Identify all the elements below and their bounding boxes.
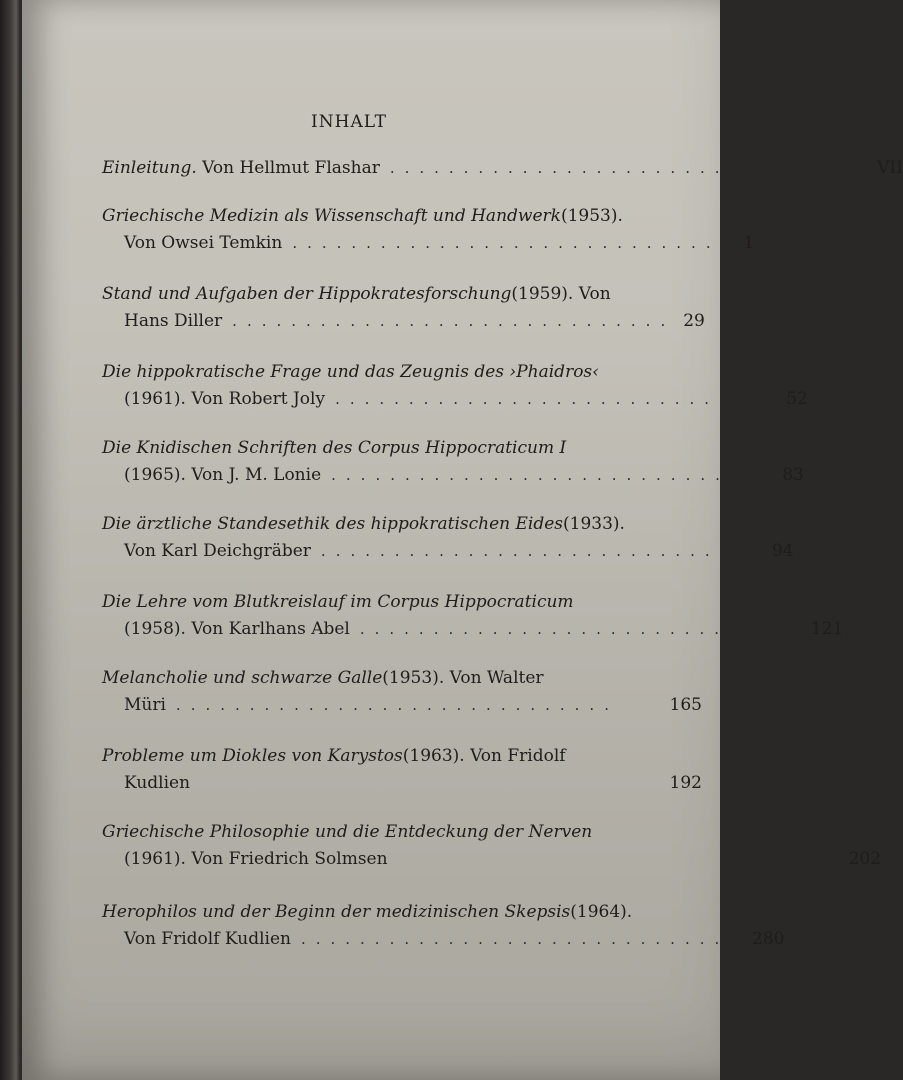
leader-dots: .............................. — [320, 542, 764, 560]
toc-entry-author: Müri — [124, 695, 166, 715]
toc-entry — [102, 284, 705, 338]
toc-entry-title: Probleme um Diokles von Karystos — [102, 746, 403, 766]
toc-entry-author: Von Owsei Temkin — [124, 233, 283, 253]
toc-entry-year: (1953). Von Walter — [382, 668, 544, 688]
toc-entry-year: (1953). — [560, 206, 623, 226]
leader-dots: .............................. — [335, 390, 779, 408]
toc-entry-year: (1959). Von — [511, 284, 611, 304]
leader-dots: .............................. — [359, 620, 803, 638]
toc-entry — [102, 362, 808, 416]
toc-entry — [102, 206, 755, 260]
toc-entry-title: Die Lehre vom Blutkreislauf im Corpus Hippocraticum — [102, 592, 574, 612]
toc-entry — [102, 592, 844, 646]
toc-entry — [102, 158, 903, 185]
toc-entry-author: (1965). Von J. M. Lonie — [124, 465, 322, 485]
toc-entry-author: (1961). Von Friedrich Solmsen — [124, 849, 388, 869]
toc-entry-author: (1961). Von Robert Joly — [124, 389, 326, 409]
toc-entry-title: Griechische Medizin als Wissenschaft und Handwerk — [102, 206, 561, 226]
book-page — [22, 0, 903, 1080]
toc-entry-page: 192 — [669, 773, 702, 793]
toc-entry-year: (1964). — [570, 902, 633, 922]
toc-entry-author: Von Hellmut Flashar — [202, 158, 380, 178]
toc-entry-page: 165 — [669, 695, 702, 715]
toc-entry-title: Stand und Aufgaben der Hippokratesforschung — [102, 284, 512, 304]
toc-entry-title: Die hippokratische Frage und das Zeugnis des ›Phaidros‹ — [102, 362, 599, 382]
toc-entry-author: Von Karl Deichgräber — [124, 541, 311, 561]
toc-entry-page: 29 — [683, 311, 705, 331]
leader-dots: .............................. — [331, 466, 775, 484]
toc-entry-author: Von Fridolf Kudlien — [124, 929, 291, 949]
toc-entry — [102, 902, 785, 956]
leader-dots: .............................. — [292, 234, 736, 252]
toc-entry-page: 94 — [771, 541, 794, 561]
toc-entry-page: 280 — [752, 929, 785, 949]
toc-entry-title: Die Knidischen Schriften des Corpus Hippocraticum I — [102, 438, 567, 458]
toc-entry-title: Die ärztliche Standesethik des hippokratischen Eides — [102, 514, 564, 534]
leader-dots: .............................. — [175, 696, 619, 714]
toc-entry — [102, 438, 804, 492]
leader-dots: .............................. — [300, 930, 745, 948]
toc-entry-page: 52 — [786, 389, 808, 409]
toc-entry-author: Kudlien — [124, 773, 191, 793]
toc-entry-page: 202 — [848, 849, 882, 869]
toc-entry-author: (1958). Von Karlhans Abel — [124, 619, 350, 639]
toc-entry — [102, 514, 794, 568]
toc-entry — [102, 668, 702, 722]
toc-entry — [102, 822, 882, 876]
toc-entry-title: Griechische Philosophie und die Entdeckung der Nerven — [102, 822, 593, 842]
toc-entry-title: Herophilos und der Beginn der medizinischen Skepsis — [102, 902, 571, 922]
toc-entry-title: Einleitung. — [102, 158, 197, 178]
leader-dots: .............................. — [232, 312, 676, 330]
toc-entry-page: VII — [877, 158, 903, 178]
toc-entry-page: 1 — [743, 233, 755, 253]
toc-entry-year: (1933). — [563, 514, 625, 534]
toc-entry-page: 83 — [782, 465, 804, 485]
toc-entry-title: Melancholie und schwarze Galle — [102, 668, 383, 688]
toc-entry-year: (1963). Von Fridolf — [402, 746, 566, 766]
leader-dots: .............................. — [389, 159, 833, 177]
toc-entry-author: Hans Diller — [124, 311, 223, 331]
toc-entry-page: 121 — [810, 619, 844, 639]
toc-entry — [102, 746, 702, 800]
page-heading: INHALT — [311, 112, 387, 132]
